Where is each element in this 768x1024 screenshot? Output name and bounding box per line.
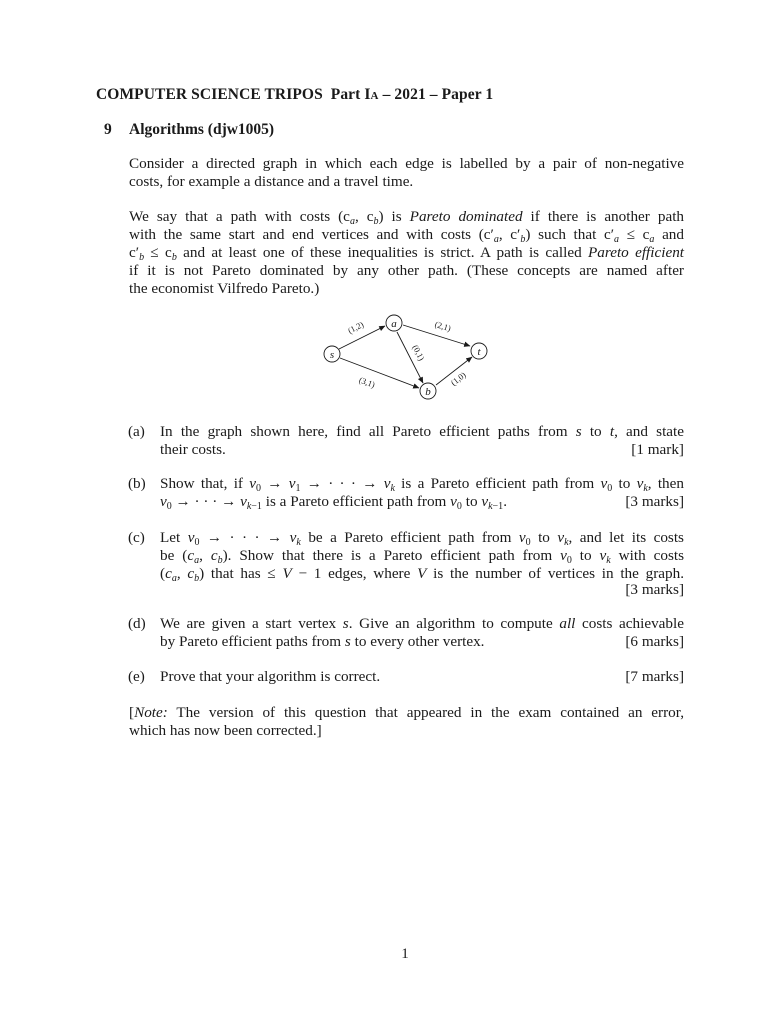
edge-label-s-b: (3,1): [357, 374, 377, 390]
note-line-1: [Note: The version of this question that appeared in the exam contained an error,: [129, 704, 684, 721]
part-a-mark: [1 mark]: [631, 441, 684, 458]
definition-line-1: We say that a path with costs ($c_a$, $c_b$) is Pareto dominated if there is another path: [129, 208, 685, 227]
edge-label-a-t: (2,1): [433, 318, 453, 334]
node-b-label: b: [425, 386, 431, 398]
definition-line-3: $c'_b \le c_b$ and at least one of these inequalities is strict. A path is called Pareto efficient: [129, 244, 685, 263]
note-line-2: which has now been corrected.]: [129, 722, 322, 739]
paper-header: [96, 86, 493, 104]
part-c-mark: [3 marks]: [625, 581, 684, 598]
definition-line-5: the economist Vilfredo Pareto.): [129, 280, 320, 297]
edge-s-b: [340, 358, 419, 388]
part-d-line-1: We are given a start vertex s. Give an algorithm to compute all costs achievable: [160, 615, 684, 632]
edge-label-a-b: (0,1): [410, 343, 427, 363]
part-c-line-3: ($c_a$, $c_b$) that has ≤ V − 1 edges, where V is the number of vertices in the graph.: [160, 565, 685, 584]
part-c-text: [160, 529, 684, 583]
intro-paragraph: [129, 155, 684, 191]
part-b-line-1: Show that, if $v_0 \to v_1$ → · · · → $v_k$ is a Pareto efficient path from $v_0$ to $v_k$, then: [160, 475, 684, 494]
part-e-mark: [7 marks]: [625, 668, 684, 685]
header-year-paper: – 2021 – Paper 1: [378, 86, 494, 103]
part-a-line-2: their costs.: [160, 441, 226, 458]
definition-line-4: if it is not Pareto dominated by any other path. (These concepts are named after: [129, 262, 684, 279]
intro-line-2: costs, for example a distance and a travel time.: [129, 173, 414, 190]
definition-line-2: with the same start and end vertices and with costs ($c'_a$, $c'_b$) such that $c'_a \le c_a$ and: [129, 226, 684, 245]
edge-label-s-a: (1,2): [346, 319, 366, 336]
header-part-label: Part: [330, 86, 365, 103]
header-part: Ia: [364, 86, 379, 103]
part-b-text: [160, 475, 684, 511]
part-a-text: [160, 423, 684, 459]
question-title: Algorithms (djw1005): [129, 121, 275, 138]
node-t-label: t: [477, 346, 481, 358]
part-b-line-2: $v_0$ → · · · → $v_{k-1}$ is a Pareto efficient path from $v_0$ to $v_{k-1}$.: [160, 493, 507, 512]
part-d-line-2: by Pareto efficient paths from s to every other vertex.: [160, 633, 485, 650]
page-number: 1: [401, 946, 409, 962]
part-c-line-2: be ($c_a$, $c_b$). Show that there is a Pareto efficient path from $v_0$ to $v_k$ with costs: [160, 547, 684, 566]
part-b-label: (b): [128, 475, 146, 492]
part-d-text: [160, 615, 684, 651]
edge-label-b-t: (1,0): [448, 369, 468, 388]
note-paragraph: [129, 704, 684, 740]
header-title: COMPUTER SCIENCE TRIPOS: [96, 86, 323, 103]
definitions-paragraph: [129, 208, 684, 298]
pareto-graph-diagram: [310, 306, 500, 406]
part-a-label: (a): [128, 423, 145, 440]
part-a-line-1: In the graph shown here, find all Pareto efficient paths from s to t, and state: [160, 423, 684, 440]
intro-line-1: Consider a directed graph in which each edge is labelled by a pair of non-negative: [129, 155, 684, 172]
part-d-mark: [6 marks]: [625, 633, 684, 650]
part-e-text: Prove that your algorithm is correct.: [160, 668, 381, 685]
part-c-line-1: Let $v_0$ → · · · → $v_k$ be a Pareto efficient path from $v_0$ to $v_k$, and let its costs: [160, 529, 684, 548]
part-e-label: (e): [128, 668, 145, 685]
question-number: 9: [104, 121, 112, 138]
node-s-label: s: [329, 349, 335, 361]
part-b-mark: [3 marks]: [625, 493, 684, 510]
part-d-label: (d): [128, 615, 146, 632]
part-c-label: (c): [128, 529, 145, 546]
node-a-label: a: [391, 318, 397, 330]
